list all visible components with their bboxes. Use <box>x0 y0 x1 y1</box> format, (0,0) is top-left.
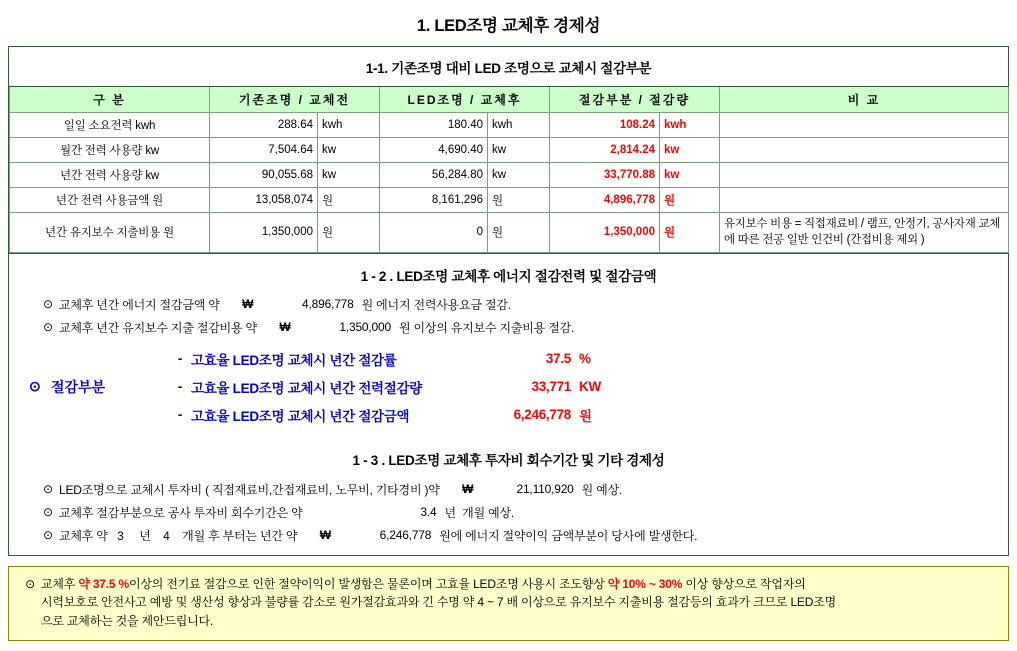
savings-row-value: 6,246,778 <box>513 407 571 423</box>
saving-value: 1,350,000 <box>550 212 660 252</box>
savings-row-unit: KW <box>579 379 601 395</box>
remark-cell <box>720 187 1009 212</box>
main-frame <box>8 46 1009 556</box>
after-value: 56,284.80 <box>380 162 488 187</box>
before-unit: kw <box>318 162 380 187</box>
remark-cell <box>720 137 1009 162</box>
table-row <box>10 162 1009 187</box>
currency-symbol: ₩ <box>279 320 291 335</box>
maintenance-note: 유지보수 비용 = 직접재료비 / 램프, 안정기, 공사자재 교체에 따른 전공 일반 인건비 (간접비용 제외 ) <box>720 212 1009 252</box>
before-value: 7,504.64 <box>210 137 318 162</box>
bullet-text: 교체후 절감부분으로 공사 투자비 회수기간은 약 <box>59 505 303 520</box>
col-header-after: LED조명 / 교체후 <box>380 87 550 112</box>
saving-value: 4,896,778 <box>550 187 660 212</box>
bullet-icon: ⊙ <box>43 528 53 543</box>
amount-value: 1,350,000 <box>339 320 391 335</box>
saving-value: 33,770.88 <box>550 162 660 187</box>
after-unit: 원 <box>488 187 550 212</box>
bullet-icon: ⊙ <box>43 482 53 497</box>
bullet-text: 교체후 약 3 년 4 개월 후 부터는 년간 약 <box>59 528 298 543</box>
dash-marker: - <box>177 379 183 395</box>
section3-bullet-1 <box>9 478 1008 501</box>
spacer <box>9 547 1008 555</box>
footer-text-3: 으로 교체하는 것을 제안드립니다. <box>41 614 214 629</box>
remark-cell <box>720 162 1009 187</box>
before-unit: 원 <box>318 212 380 252</box>
section-3-heading: 1 - 3 . LED조명 교체후 투자비 회수기간 및 기타 경제성 <box>352 452 665 468</box>
bullet-text: 교체후 년간 에너지 절감금액 약 <box>59 297 220 312</box>
after-unit: kwh <box>488 112 550 137</box>
bullet-text-tail: 원 예상. <box>581 482 623 497</box>
footer-text-1 <box>41 575 998 594</box>
savings-row <box>169 401 1008 429</box>
footer-line-1 <box>19 575 998 594</box>
footer-highlight-rate: 약 37.5 <box>78 576 116 591</box>
table-row <box>10 187 1009 212</box>
after-value: 180.40 <box>380 112 488 137</box>
after-value: 8,161,296 <box>380 187 488 212</box>
before-value: 13,058,074 <box>210 187 318 212</box>
col-header-category: 구 분 <box>10 87 210 112</box>
currency-symbol: ₩ <box>242 297 254 312</box>
after-unit: kw <box>488 137 550 162</box>
saving-unit: kw <box>660 137 720 162</box>
before-unit: kw <box>318 137 380 162</box>
savings-label: 절감부분 <box>51 378 106 395</box>
savings-row-value: 37.5 <box>545 351 571 367</box>
bullet-icon: ⊙ <box>43 297 53 312</box>
bullet-text-tail: 년 개월 예상. <box>444 505 515 520</box>
bullet-text: 교체후 년간 유지보수 지출 절감비용 약 <box>59 320 257 335</box>
before-unit: 원 <box>318 187 380 212</box>
after-value: 4,690.40 <box>380 137 488 162</box>
savings-summary <box>9 339 1008 439</box>
savings-row-label: 고효율 LED조명 교체시 년간 절감률 <box>191 352 397 368</box>
section-2-heading: 1 - 2 . LED조명 교체후 에너지 절감전력 및 절감금액 <box>9 253 1008 293</box>
savings-row <box>169 373 1008 401</box>
savings-row-unit: 원 <box>579 408 592 424</box>
savings-table <box>9 87 1009 253</box>
footer-line-3 <box>19 612 998 631</box>
footer-highlight-range: 약 10% ~ 30% <box>607 576 683 591</box>
before-value: 90,055.68 <box>210 162 318 187</box>
savings-row-label: 고효율 LED조명 교체시 년간 전력절감량 <box>191 380 423 396</box>
currency-symbol: ₩ <box>319 528 331 543</box>
savings-label-group <box>9 377 169 397</box>
savings-row-label: 고효율 LED조명 교체시 년간 절감금액 <box>191 408 410 424</box>
table-row <box>10 112 1009 137</box>
row-label: 월간 전력 사용량 kw <box>10 137 210 162</box>
before-value: 1,350,000 <box>210 212 318 252</box>
dash-marker: - <box>177 407 183 423</box>
saving-unit: 원 <box>660 212 720 252</box>
dash-marker: - <box>177 351 183 367</box>
bullet-text-tail: 원 에너지 전력사용요금 절감. <box>361 297 511 312</box>
after-value: 0 <box>380 212 488 252</box>
saving-value: 2,814.24 <box>550 137 660 162</box>
section3-bullet-3 <box>9 524 1008 547</box>
currency-symbol: ₩ <box>462 482 474 497</box>
savings-row <box>169 345 1008 373</box>
footer-line-2 <box>19 593 998 612</box>
saving-unit: kwh <box>660 112 720 137</box>
footer-callout <box>8 566 1009 641</box>
bullet-text-tail: 원 이상의 유지보수 지출비용 절감. <box>398 320 575 335</box>
amount-value: 21,110,920 <box>516 482 574 497</box>
savings-row-unit: % <box>579 351 591 367</box>
bullet-text: LED조명으로 교체시 투자비 ( 직접재료비,간접재료비, 노무비, 기타경비 )약 <box>59 482 440 497</box>
section2-bullet-1 <box>9 293 1008 316</box>
saving-value: 108.24 <box>550 112 660 137</box>
remark-cell <box>720 112 1009 137</box>
col-header-saving: 절감부분 / 절감량 <box>550 87 720 112</box>
footer-text-2: 시력보호로 안전사고 예방 및 생산성 향상과 불량률 감소로 원가절감효과와 긴 수명 약 4 ~ 7 배 이상으로 유지보수 지출비용 절감등의 효과가 크므로 LED조명 <box>41 595 836 610</box>
row-label: 년간 유지보수 지출비용 원 <box>10 212 210 252</box>
bullet-text-tail: 원에 에너지 절약이익 금액부분이 당사에 발생한다. <box>439 528 698 543</box>
bullet-icon: ⊙ <box>43 505 53 520</box>
section2-bullet-2 <box>9 316 1008 339</box>
after-unit: 원 <box>488 212 550 252</box>
savings-rows <box>169 345 1008 429</box>
footer-pre: 교체후 <box>41 576 79 591</box>
section3-bullet-2 <box>9 501 1008 524</box>
footer-tail: 이상 향상으로 작업자의 <box>682 576 806 591</box>
row-label: 년간 전력 사용량 kw <box>10 162 210 187</box>
col-header-remark: 비 교 <box>720 87 1009 112</box>
saving-unit: 원 <box>660 187 720 212</box>
page-title: 1. LED조명 교체후 경제성 <box>416 17 601 35</box>
before-value: 288.64 <box>210 112 318 137</box>
row-label: 일일 소요전력 kwh <box>10 112 210 137</box>
after-unit: kw <box>488 162 550 187</box>
row-label: 년간 전력 사용금액 원 <box>10 187 210 212</box>
col-header-before: 기존조명 / 교체전 <box>210 87 380 112</box>
amount-value: 4,896,778 <box>302 297 354 312</box>
table-row <box>10 212 1009 252</box>
table-header-row <box>10 87 1009 112</box>
before-unit: kwh <box>318 112 380 137</box>
amount-value: 6,246,778 <box>379 528 432 543</box>
amount-value: 3.4 <box>420 505 437 520</box>
footer-post: 이상의 전기료 절감으로 인한 절약이익이 발생함은 물론이며 고효율 LED조명 사용시 조도향상 <box>129 576 608 591</box>
bullet-icon: ⊙ <box>25 576 35 591</box>
saving-unit: kw <box>660 162 720 187</box>
footer-highlight-pct: % <box>115 576 130 591</box>
savings-row-value: 33,771 <box>531 379 571 395</box>
section-1-heading: 1-1. 기존조명 대비 LED 조명으로 교체시 절감부분 <box>9 47 1008 87</box>
bullet-icon: ⊙ <box>43 320 53 335</box>
table-row <box>10 137 1009 162</box>
savings-bullet-icon: ⊙ <box>29 378 41 395</box>
